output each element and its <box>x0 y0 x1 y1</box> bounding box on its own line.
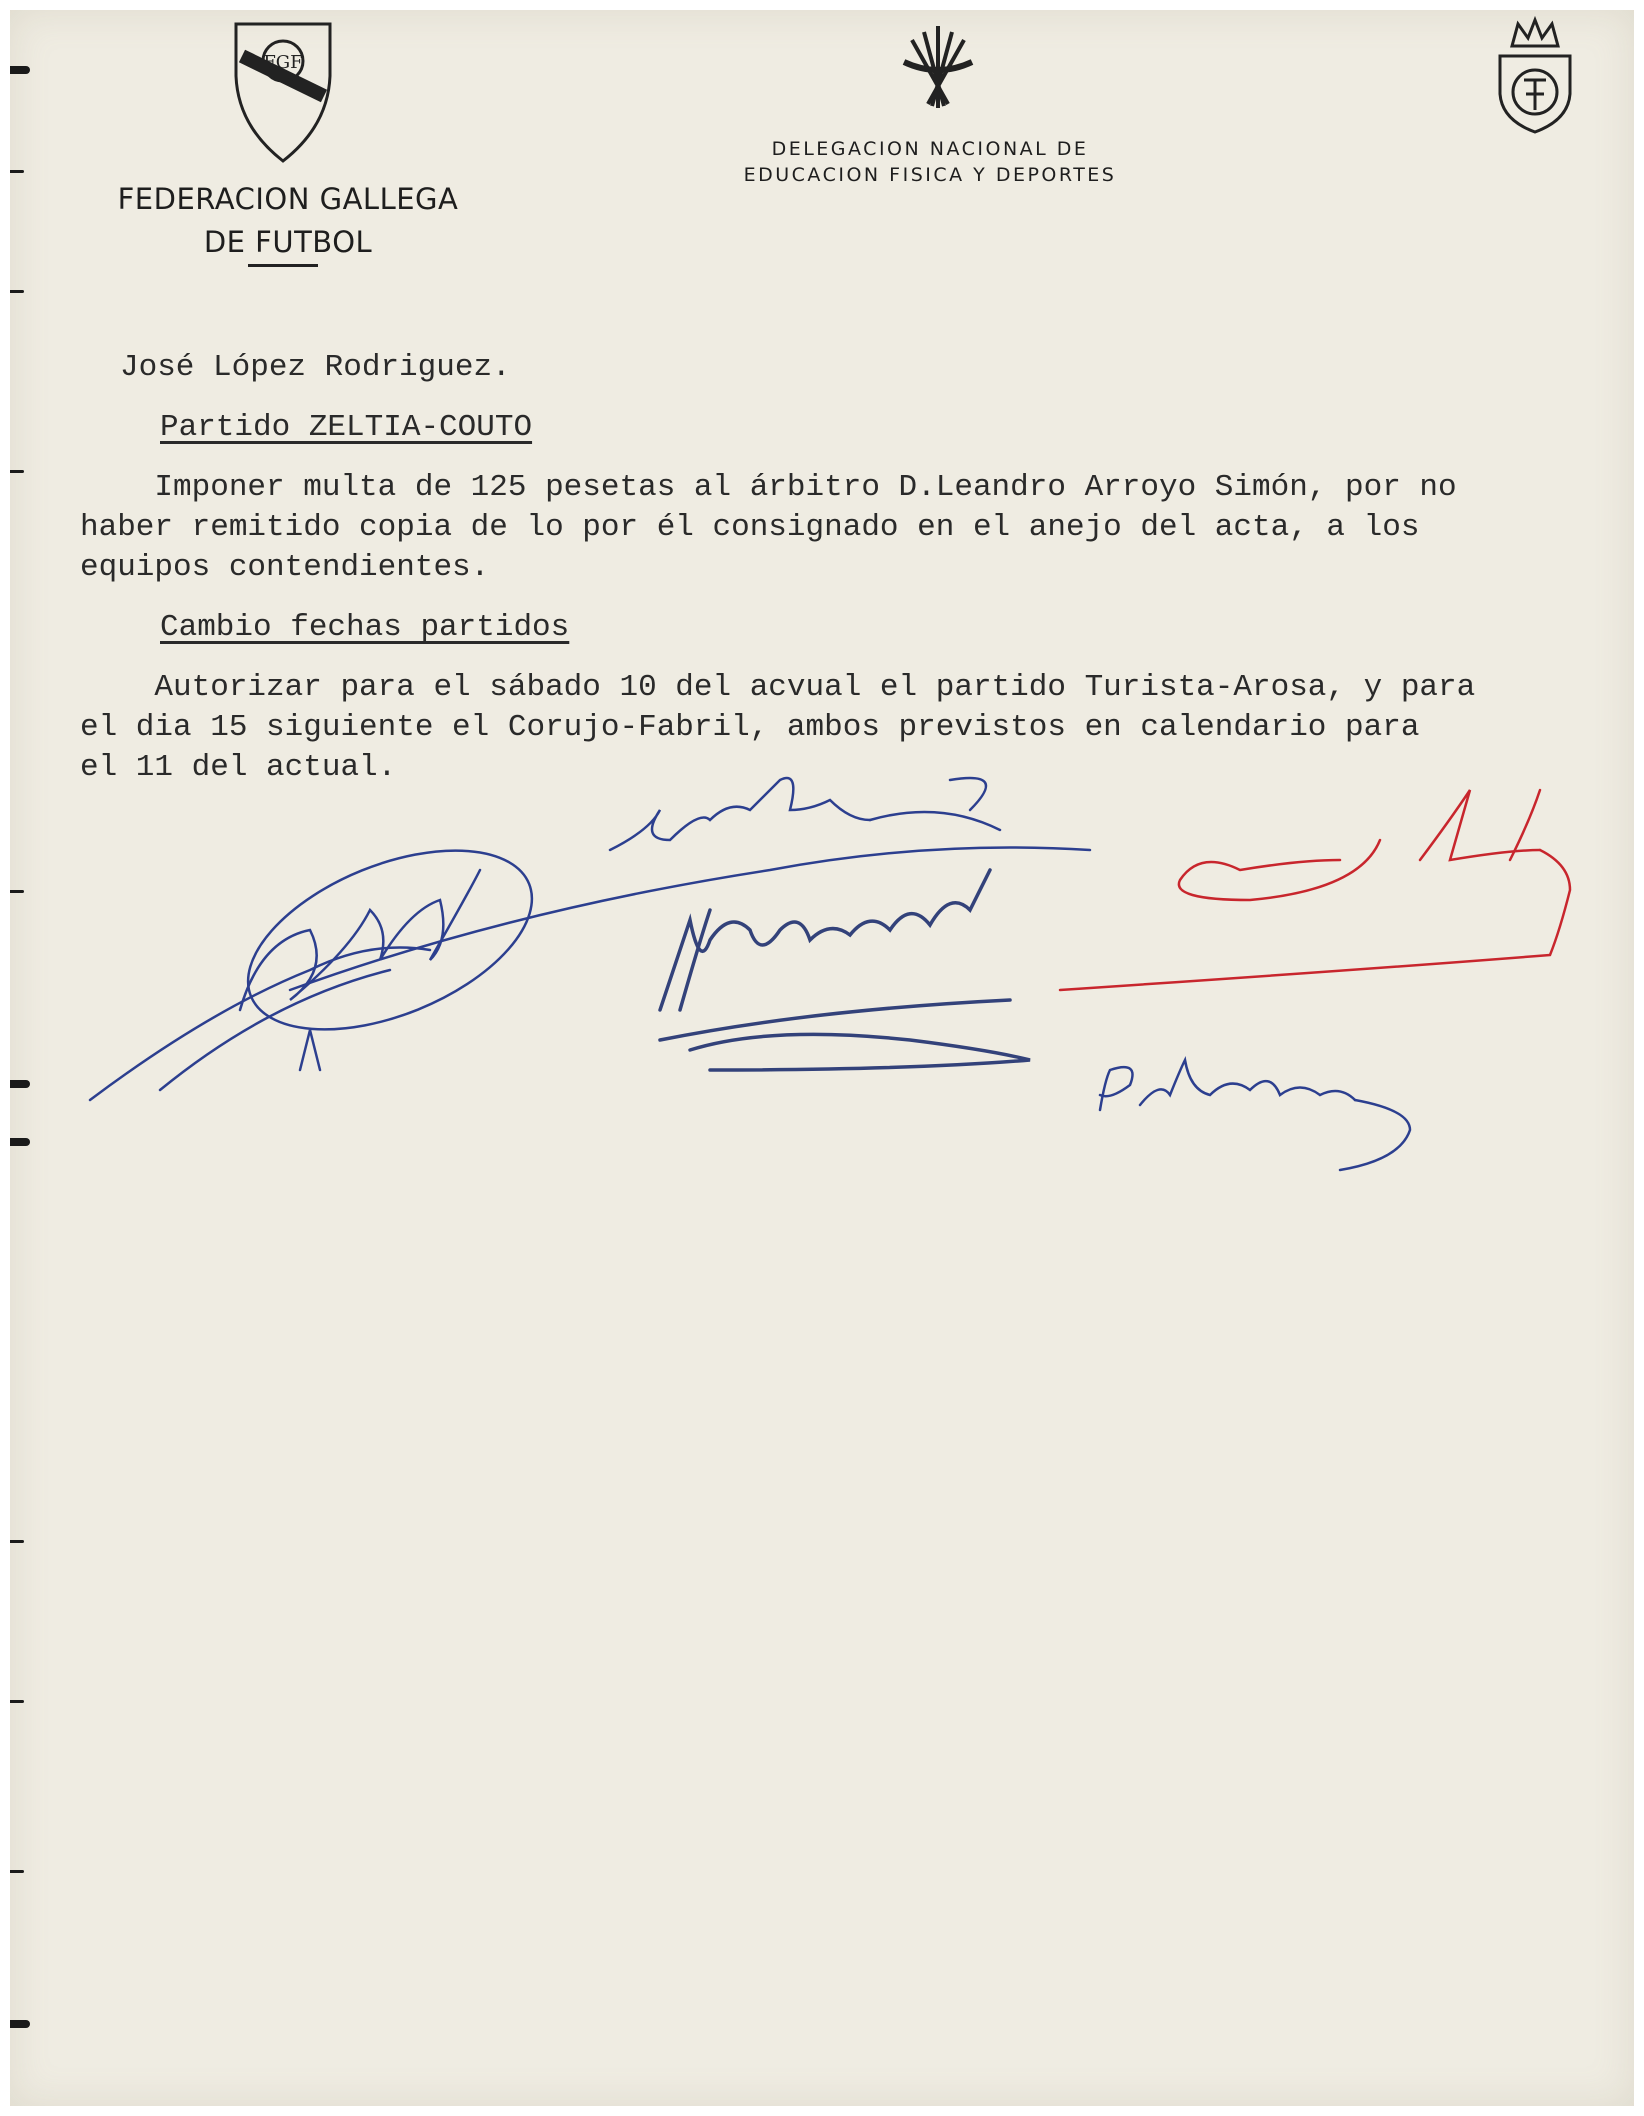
svg-text:FGF: FGF <box>263 52 303 73</box>
document-page <box>10 10 1634 2106</box>
paragraph-line: haber remitido copia de lo por él consignado en el anejo del acta, a los <box>80 510 1420 545</box>
signature-blue-oval <box>90 814 557 1100</box>
paragraph-line: equipos contendientes. <box>80 550 490 585</box>
paragraph-line: el 11 del actual. <box>80 750 397 785</box>
delegation-line1: DELEGACION NACIONAL DE <box>771 138 1089 160</box>
signature-blue-center <box>660 870 1030 1070</box>
binder-mark <box>10 1540 24 1543</box>
section-heading-zeltia-couto: Partido ZELTIA-COUTO <box>160 410 533 445</box>
section-heading-cambio-fechas: Cambio fechas partidos <box>160 610 570 645</box>
binder-mark <box>10 1870 24 1873</box>
binder-mark <box>10 1700 24 1703</box>
paragraph-line: el dia 15 siguiente el Corujo-Fabril, ambos previstos en calendario para <box>80 710 1420 745</box>
binder-mark <box>10 2020 30 2028</box>
delegation-line2: EDUCACION FISICA Y DEPORTES <box>743 164 1117 186</box>
federation-name-line1: FEDERACION GALLEGA <box>117 182 459 216</box>
paragraph-line: Autorizar para el sábado 10 del acvual el partido Turista-Arosa, y para <box>80 670 1476 705</box>
signature-blue-bottom <box>1100 1060 1410 1170</box>
recipient-line: José López Rodriguez. <box>120 350 511 385</box>
signature-blue-top <box>290 778 1090 990</box>
signatures <box>10 10 1634 1210</box>
federation-name-line2: DE FUTBOL <box>203 225 373 259</box>
paragraph-line: Imponer multa de 125 pesetas al árbitro D.Leandro Arroyo Simón, por no <box>80 470 1457 505</box>
signature-red <box>1060 790 1570 990</box>
